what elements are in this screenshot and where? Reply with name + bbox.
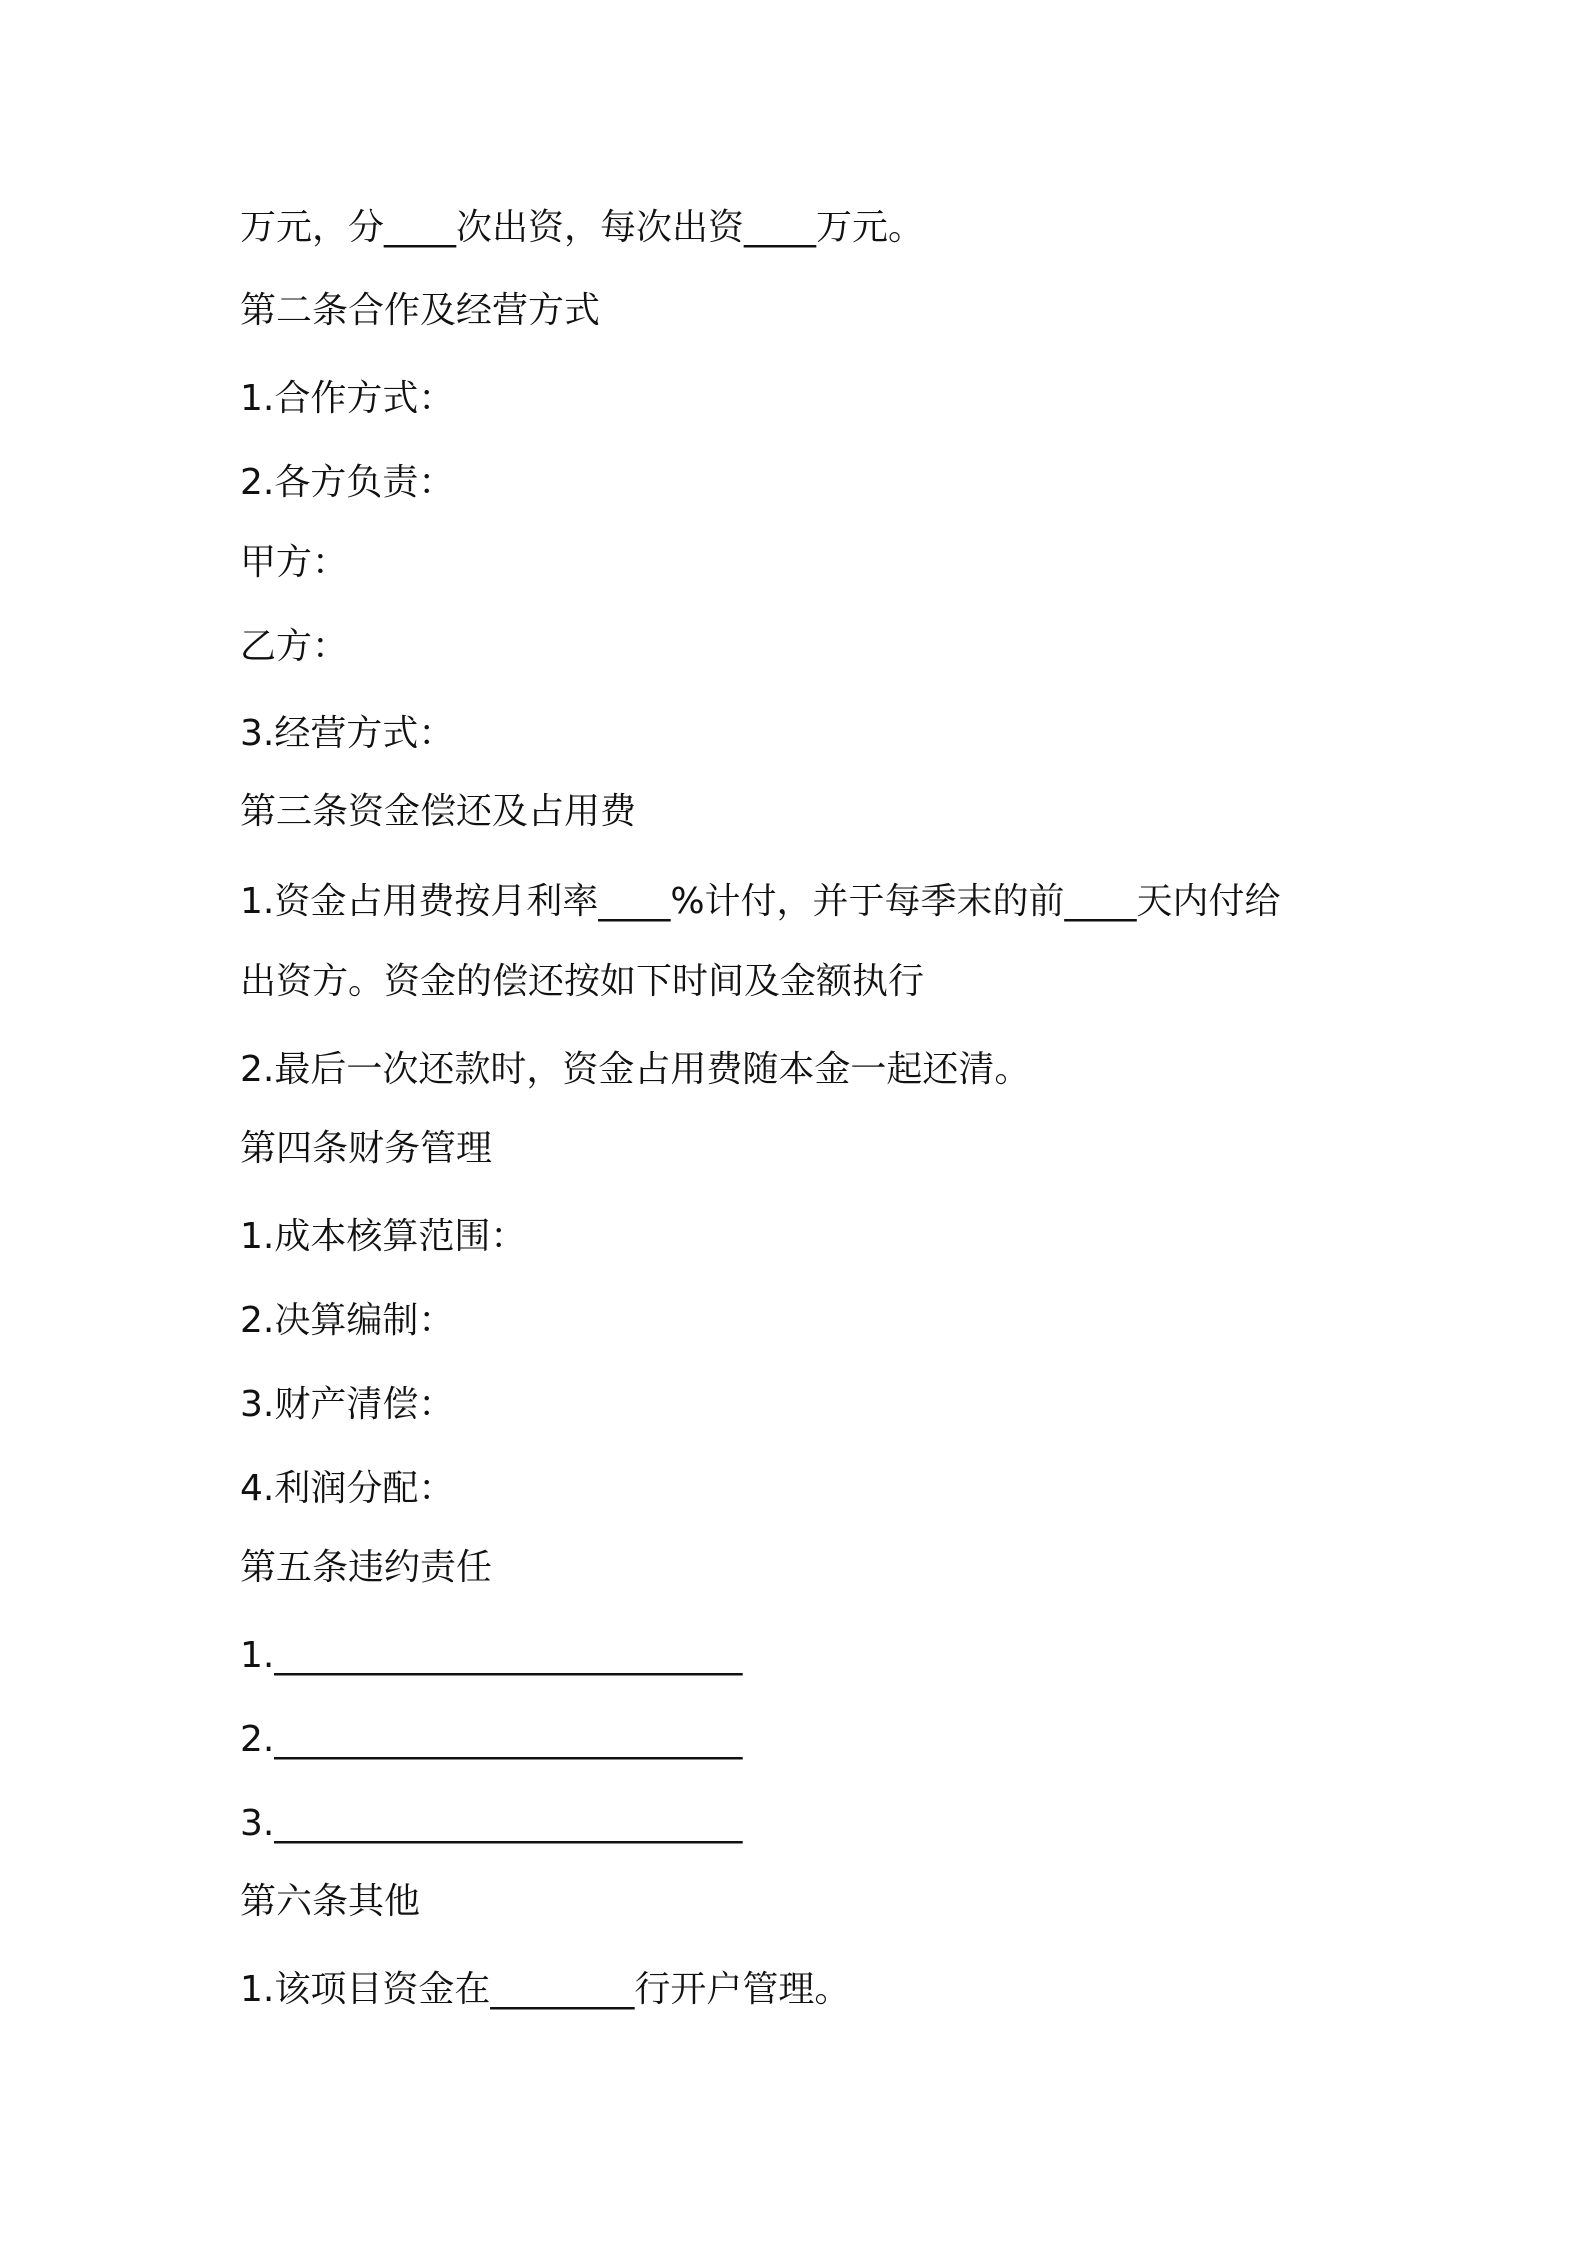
business-method-item: 3.经营方式： <box>240 713 455 754</box>
breach-item-3: 3.__________________________ <box>240 1803 743 1844</box>
article-6-heading: 第六条其他 <box>240 1881 421 1922</box>
final-accounts-item: 2.决算编制： <box>240 1300 455 1341</box>
party-a-label: 甲方： <box>240 542 349 583</box>
profit-distribution-item: 4.利润分配： <box>240 1468 455 1509</box>
breach-item-1: 1.__________________________ <box>240 1635 743 1676</box>
article-2-heading: 第二条合作及经营方式 <box>240 290 601 331</box>
asset-liquidation-item: 3.财产清偿： <box>240 1384 455 1425</box>
cost-accounting-item: 1.成本核算范围： <box>240 1216 527 1257</box>
final-repayment-clause: 2.最后一次还款时，资金占用费随本金一起还清。 <box>240 1049 1031 1090</box>
party-responsibilities-item: 2.各方负责： <box>240 462 455 503</box>
cooperation-method-item: 1.合作方式： <box>240 378 455 419</box>
bank-account-clause: 1.该项目资金在________行开户管理。 <box>240 1969 851 2010</box>
repayment-schedule-clause: 出资方。资金的偿还按如下时间及金额执行 <box>240 961 925 1002</box>
contribution-installments-text: 万元，分____次出资，每次出资____万元。 <box>240 207 925 248</box>
article-3-heading: 第三条资金偿还及占用费 <box>240 791 637 832</box>
article-5-heading: 第五条违约责任 <box>240 1547 493 1588</box>
party-b-label: 乙方： <box>240 626 349 667</box>
breach-item-2: 2.__________________________ <box>240 1719 743 1760</box>
interest-rate-clause: 1.资金占用费按月利率____%计付，并于每季末的前____天内付给 <box>240 881 1281 922</box>
article-4-heading: 第四条财务管理 <box>240 1128 493 1169</box>
